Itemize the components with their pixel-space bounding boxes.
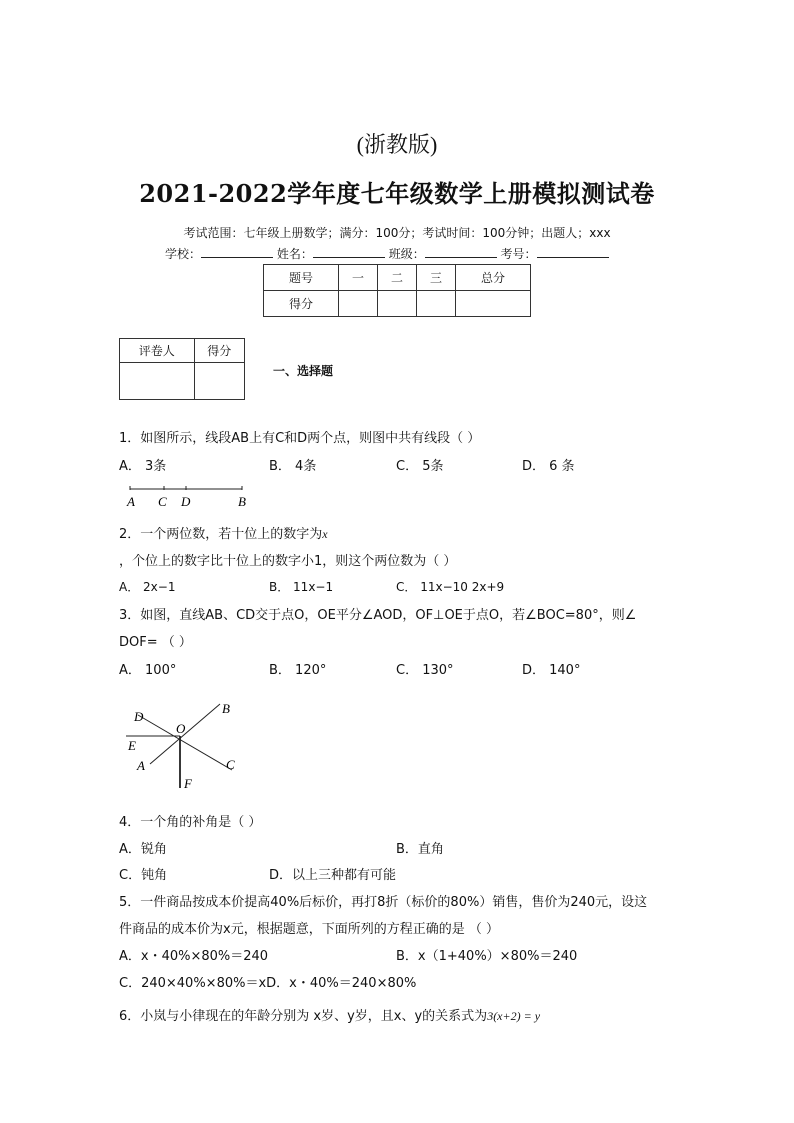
q5-stem-line2: 件商品的成本价为x元，根据题意，下面所列的方程正确的是 （ ）: [119, 922, 499, 937]
score-cell[interactable]: [338, 291, 377, 317]
exam-info: 考试范围：七年级上册数学；满分：100分；考试时间：100分钟；出题人；xxx: [183, 226, 611, 240]
score-cell[interactable]: [377, 291, 416, 317]
q3-angle-figure: [120, 692, 250, 794]
grader-header: 评卷人: [120, 339, 195, 363]
q2-option-b: B． 11x−1: [269, 580, 334, 594]
q4-option-a: A．锐角: [119, 842, 167, 857]
q5-stem-line1: 5．一件商品按成本价提高40%后标价，再打8折（标价的80%）销售，售价为240元，设这: [119, 895, 648, 910]
q4-stem: 4．一个角的补角是（ ）: [119, 815, 262, 830]
score-table-header: 总分: [455, 265, 530, 291]
q4-option-b: B．直角: [396, 842, 444, 857]
q5-option-cd: C．240×40%×80%＝xD．x・40%＝240×80%: [119, 976, 417, 991]
q1-label-c: C: [158, 494, 167, 509]
q4-option-c: C．钝角: [119, 868, 168, 883]
q2-stem-var: x: [322, 527, 328, 541]
q1-option-c: C． 5条: [396, 459, 444, 474]
name-label: 姓名：: [276, 247, 313, 261]
q3-label-o: O: [176, 721, 186, 736]
score-table-header: 一: [338, 265, 377, 291]
q3-option-d: D． 140°: [522, 663, 581, 678]
q2-stem-line1: [119, 523, 328, 542]
grader-header: 得分: [194, 339, 244, 363]
section-title: 一、选择题: [273, 364, 334, 378]
class-blank[interactable]: [425, 245, 497, 258]
q3-label-c: C: [226, 757, 235, 772]
q3-option-a: A． 100°: [119, 663, 177, 678]
q1-segment-figure: [120, 482, 260, 512]
q1-option-a: A． 3条: [119, 459, 167, 474]
score-table-header: 二: [377, 265, 416, 291]
q6-stem-text: 6．小岚与小律现在的年龄分别为 x岁、y岁，且x、y的关系式为: [119, 1009, 488, 1024]
q3-label-d: D: [134, 709, 144, 724]
school-label: 学校：: [165, 247, 202, 261]
q3-option-c: C． 130°: [396, 663, 454, 678]
q3-option-b: B． 120°: [269, 663, 327, 678]
score-cell[interactable]: [455, 291, 530, 317]
grader-cell[interactable]: [120, 363, 195, 400]
q3-label-e: E: [128, 738, 136, 753]
score-cell[interactable]: [416, 291, 455, 317]
edition-label: (浙教版): [356, 132, 438, 157]
q6-formula: 3(x+2) = y: [487, 1009, 541, 1023]
q3-stem-line1: 3．如图，直线AB、CD交于点O，OE平分∠AOD，OF⊥OE于点O，若∠BOC=80°，则∠: [119, 608, 637, 623]
q6-stem-line: [119, 1005, 540, 1024]
q1-option-d: D． 6 条: [522, 459, 575, 474]
q5-option-a: A．x・40%×80%＝240: [119, 949, 269, 964]
grader-table: [119, 338, 245, 400]
score-table: [263, 264, 531, 317]
score-table-header: 三: [416, 265, 455, 291]
school-blank[interactable]: [201, 245, 273, 258]
exam-no-blank[interactable]: [537, 245, 609, 258]
class-label: 班级：: [388, 247, 425, 261]
q1-label-b: B: [238, 494, 246, 509]
score-table-header: 题号: [264, 265, 339, 291]
exam-title: 2021-2022学年度七年级数学上册模拟测试卷: [139, 179, 655, 208]
q3-stem-line2: DOF= （ ）: [119, 635, 192, 650]
q3-label-a: A: [137, 758, 145, 773]
score-row-label: 得分: [264, 291, 339, 317]
grader-cell[interactable]: [194, 363, 244, 400]
q3-label-f: F: [184, 776, 192, 791]
q1-label-d: D: [181, 494, 191, 509]
q5-option-b: B．x（1+40%）×80%＝240: [396, 949, 578, 964]
q1-label-a: A: [127, 494, 135, 509]
exam-no-label: 考号：: [500, 247, 537, 261]
q1-stem: 1．如图所示，线段AB上有C和D两个点，则图中共有线段（ ）: [119, 431, 481, 446]
q2-option-a: A． 2x−1: [119, 580, 176, 594]
q2-stem-text: 2．一个两位数，若十位上的数字为: [119, 527, 323, 542]
student-fields: [165, 245, 609, 262]
q1-option-b: B． 4条: [269, 459, 317, 474]
q4-option-d: D．以上三种都有可能: [269, 868, 397, 883]
q2-option-cd: C． 11x−10 2x+9: [396, 580, 505, 594]
q3-label-b: B: [222, 701, 230, 716]
q2-stem-line2: ，个位上的数字比十位上的数字小1，则这个两位数为（ ）: [119, 554, 457, 569]
name-blank[interactable]: [313, 245, 385, 258]
